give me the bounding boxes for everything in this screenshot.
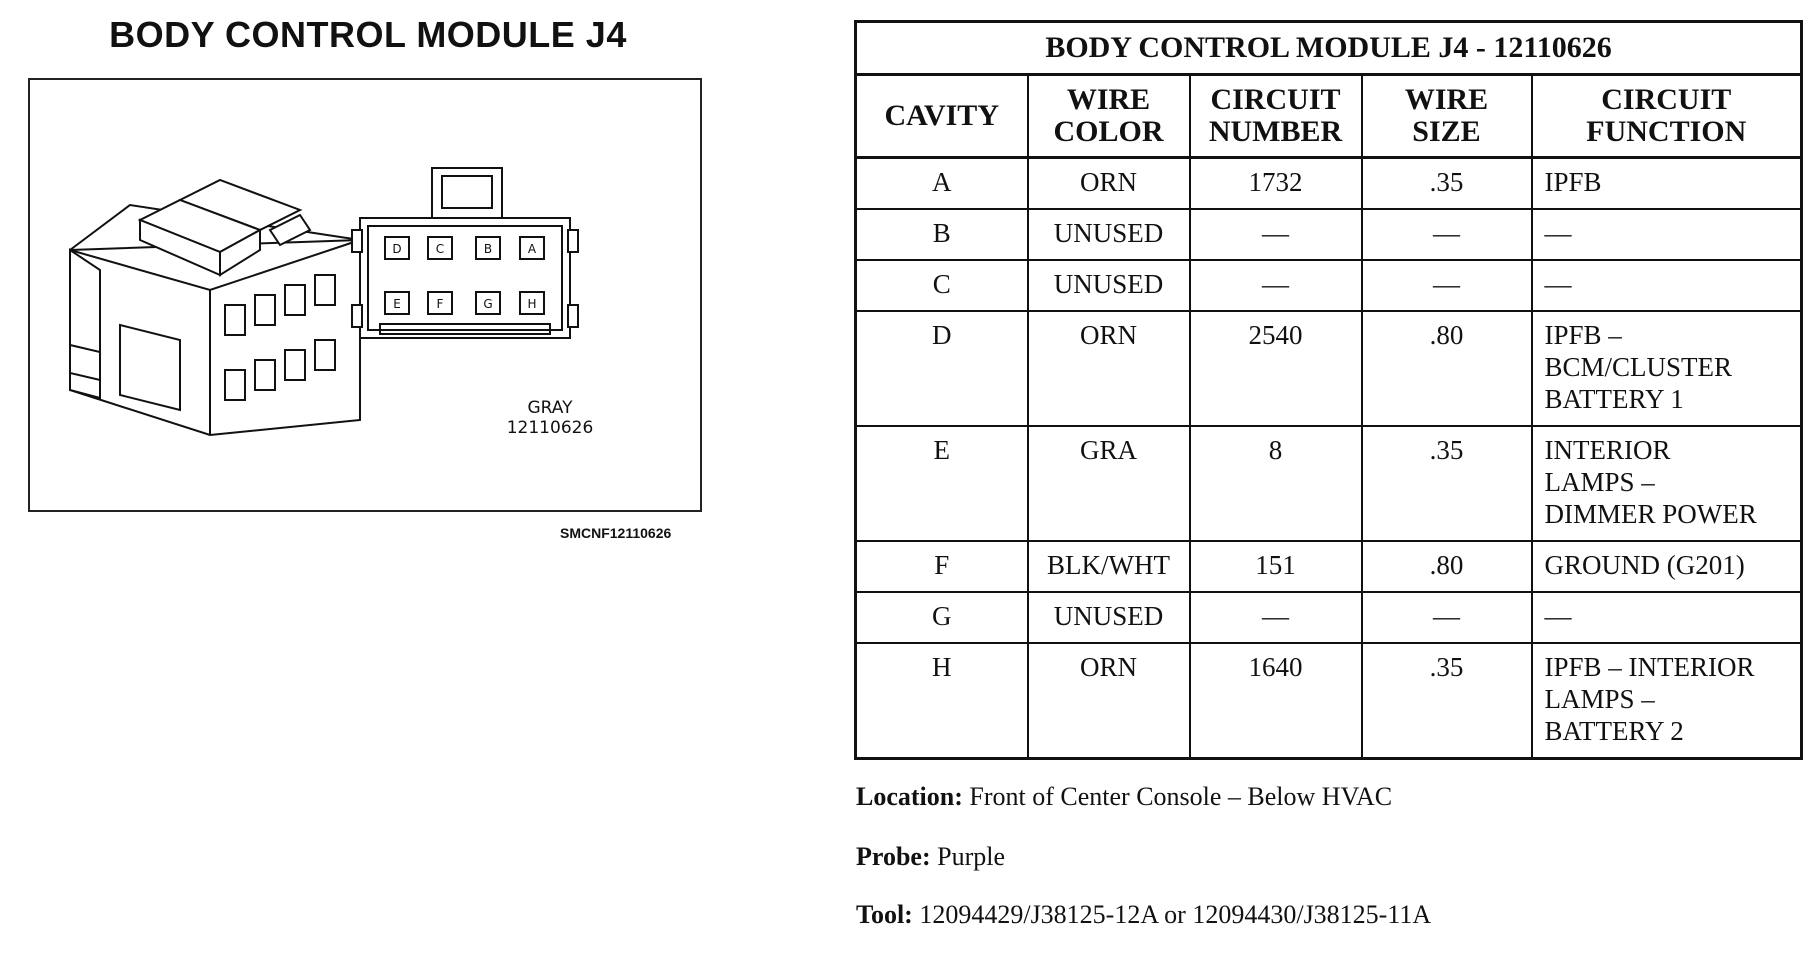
circuit-number-cell: — — [1190, 209, 1362, 260]
wire-color-cell: GRA — [1028, 426, 1190, 541]
wire-color-cell: UNUSED — [1028, 260, 1190, 311]
cavity-cell: A — [856, 158, 1028, 210]
circuit-function-cell: — — [1532, 592, 1802, 643]
circuit-number-cell: 1640 — [1190, 643, 1362, 759]
connector-title: BODY CONTROL MODULE J4 — [109, 14, 627, 55]
table-row — [856, 158, 1802, 210]
wire-color-cell: BLK/WHT — [1028, 541, 1190, 592]
table-row — [856, 260, 1802, 311]
pin-letter-d: D — [392, 242, 402, 256]
circuit-function-cell: — — [1532, 260, 1802, 311]
connector-color-label: GRAY — [527, 398, 573, 418]
connector-diagram — [28, 78, 702, 512]
connector-face-view — [352, 168, 578, 338]
connector-part-label: 12110626 — [506, 418, 594, 438]
wire-size-cell: — — [1362, 209, 1532, 260]
wire-size-cell: .80 — [1362, 311, 1532, 426]
wire-size-cell: .80 — [1362, 541, 1532, 592]
wire-size-cell: .35 — [1362, 426, 1532, 541]
circuit-number-cell: 2540 — [1190, 311, 1362, 426]
cavity-cell: C — [856, 260, 1028, 311]
table-row — [856, 311, 1802, 426]
probe-note — [856, 842, 1005, 872]
circuit-function-cell: IPFB – BCM/CLUSTER BATTERY 1 — [1532, 311, 1802, 426]
header-cavity: CAVITY — [856, 75, 1028, 158]
circuit-function-cell: IPFB — [1532, 158, 1802, 210]
table-row — [856, 643, 1802, 759]
wire-color-cell: UNUSED — [1028, 592, 1190, 643]
probe-value: Purple — [937, 842, 1006, 871]
circuit-number-cell: — — [1190, 592, 1362, 643]
circuit-function-cell: GROUND (G201) — [1532, 541, 1802, 592]
circuit-function-cell: INTERIOR LAMPS – DIMMER POWER — [1532, 426, 1802, 541]
tool-label: Tool: — [856, 900, 913, 929]
cavity-cell: E — [856, 426, 1028, 541]
table-row — [856, 209, 1802, 260]
circuit-number-cell: 151 — [1190, 541, 1362, 592]
figure-id: SMCNF12110626 — [560, 525, 672, 541]
header-wire-size: WIRE SIZE — [1362, 75, 1532, 158]
tool-note — [856, 900, 1431, 930]
pin-letter-e: E — [393, 297, 401, 311]
table-row — [856, 426, 1802, 541]
circuit-number-cell: 1732 — [1190, 158, 1362, 210]
header-wire-color: WIRE COLOR — [1028, 75, 1190, 158]
wire-size-cell: .35 — [1362, 643, 1532, 759]
cavity-cell: D — [856, 311, 1028, 426]
connector-isometric-view — [70, 180, 360, 435]
pin-letter-a: A — [527, 242, 537, 256]
wire-size-cell: — — [1362, 592, 1532, 643]
circuit-function-cell: IPFB – INTERIOR LAMPS – BATTERY 2 — [1532, 643, 1802, 759]
header-circuit-function: CIRCUIT FUNCTION — [1532, 75, 1802, 158]
circuit-number-cell: — — [1190, 260, 1362, 311]
table-row — [856, 541, 1802, 592]
connector-drawing — [30, 80, 704, 514]
circuit-number-cell: 8 — [1190, 426, 1362, 541]
circuit-function-cell: — — [1532, 209, 1802, 260]
wire-color-cell: ORN — [1028, 643, 1190, 759]
cavity-cell: H — [856, 643, 1028, 759]
pin-letter-g: G — [483, 297, 493, 311]
location-note — [856, 782, 1392, 812]
pinout-table — [854, 20, 1803, 760]
location-value: Front of Center Console – Below HVAC — [969, 782, 1393, 811]
location-label: Location: — [856, 782, 963, 811]
tool-value: 12094429/J38125-12A or 12094430/J38125-11A — [919, 900, 1432, 929]
table-row — [856, 592, 1802, 643]
wire-color-cell: ORN — [1028, 311, 1190, 426]
wire-color-cell: ORN — [1028, 158, 1190, 210]
table-title: BODY CONTROL MODULE J4 - 12110626 — [856, 22, 1802, 75]
wire-size-cell: .35 — [1362, 158, 1532, 210]
cavity-cell: B — [856, 209, 1028, 260]
cavity-cell: G — [856, 592, 1028, 643]
pin-letter-h: H — [527, 297, 537, 311]
wire-color-cell: UNUSED — [1028, 209, 1190, 260]
cavity-cell: F — [856, 541, 1028, 592]
wire-size-cell: — — [1362, 260, 1532, 311]
pin-letter-c: C — [435, 242, 445, 256]
pin-letter-b: B — [483, 242, 493, 256]
probe-label: Probe: — [856, 842, 931, 871]
pin-letter-f: F — [436, 297, 444, 311]
header-circuit-number: CIRCUIT NUMBER — [1190, 75, 1362, 158]
